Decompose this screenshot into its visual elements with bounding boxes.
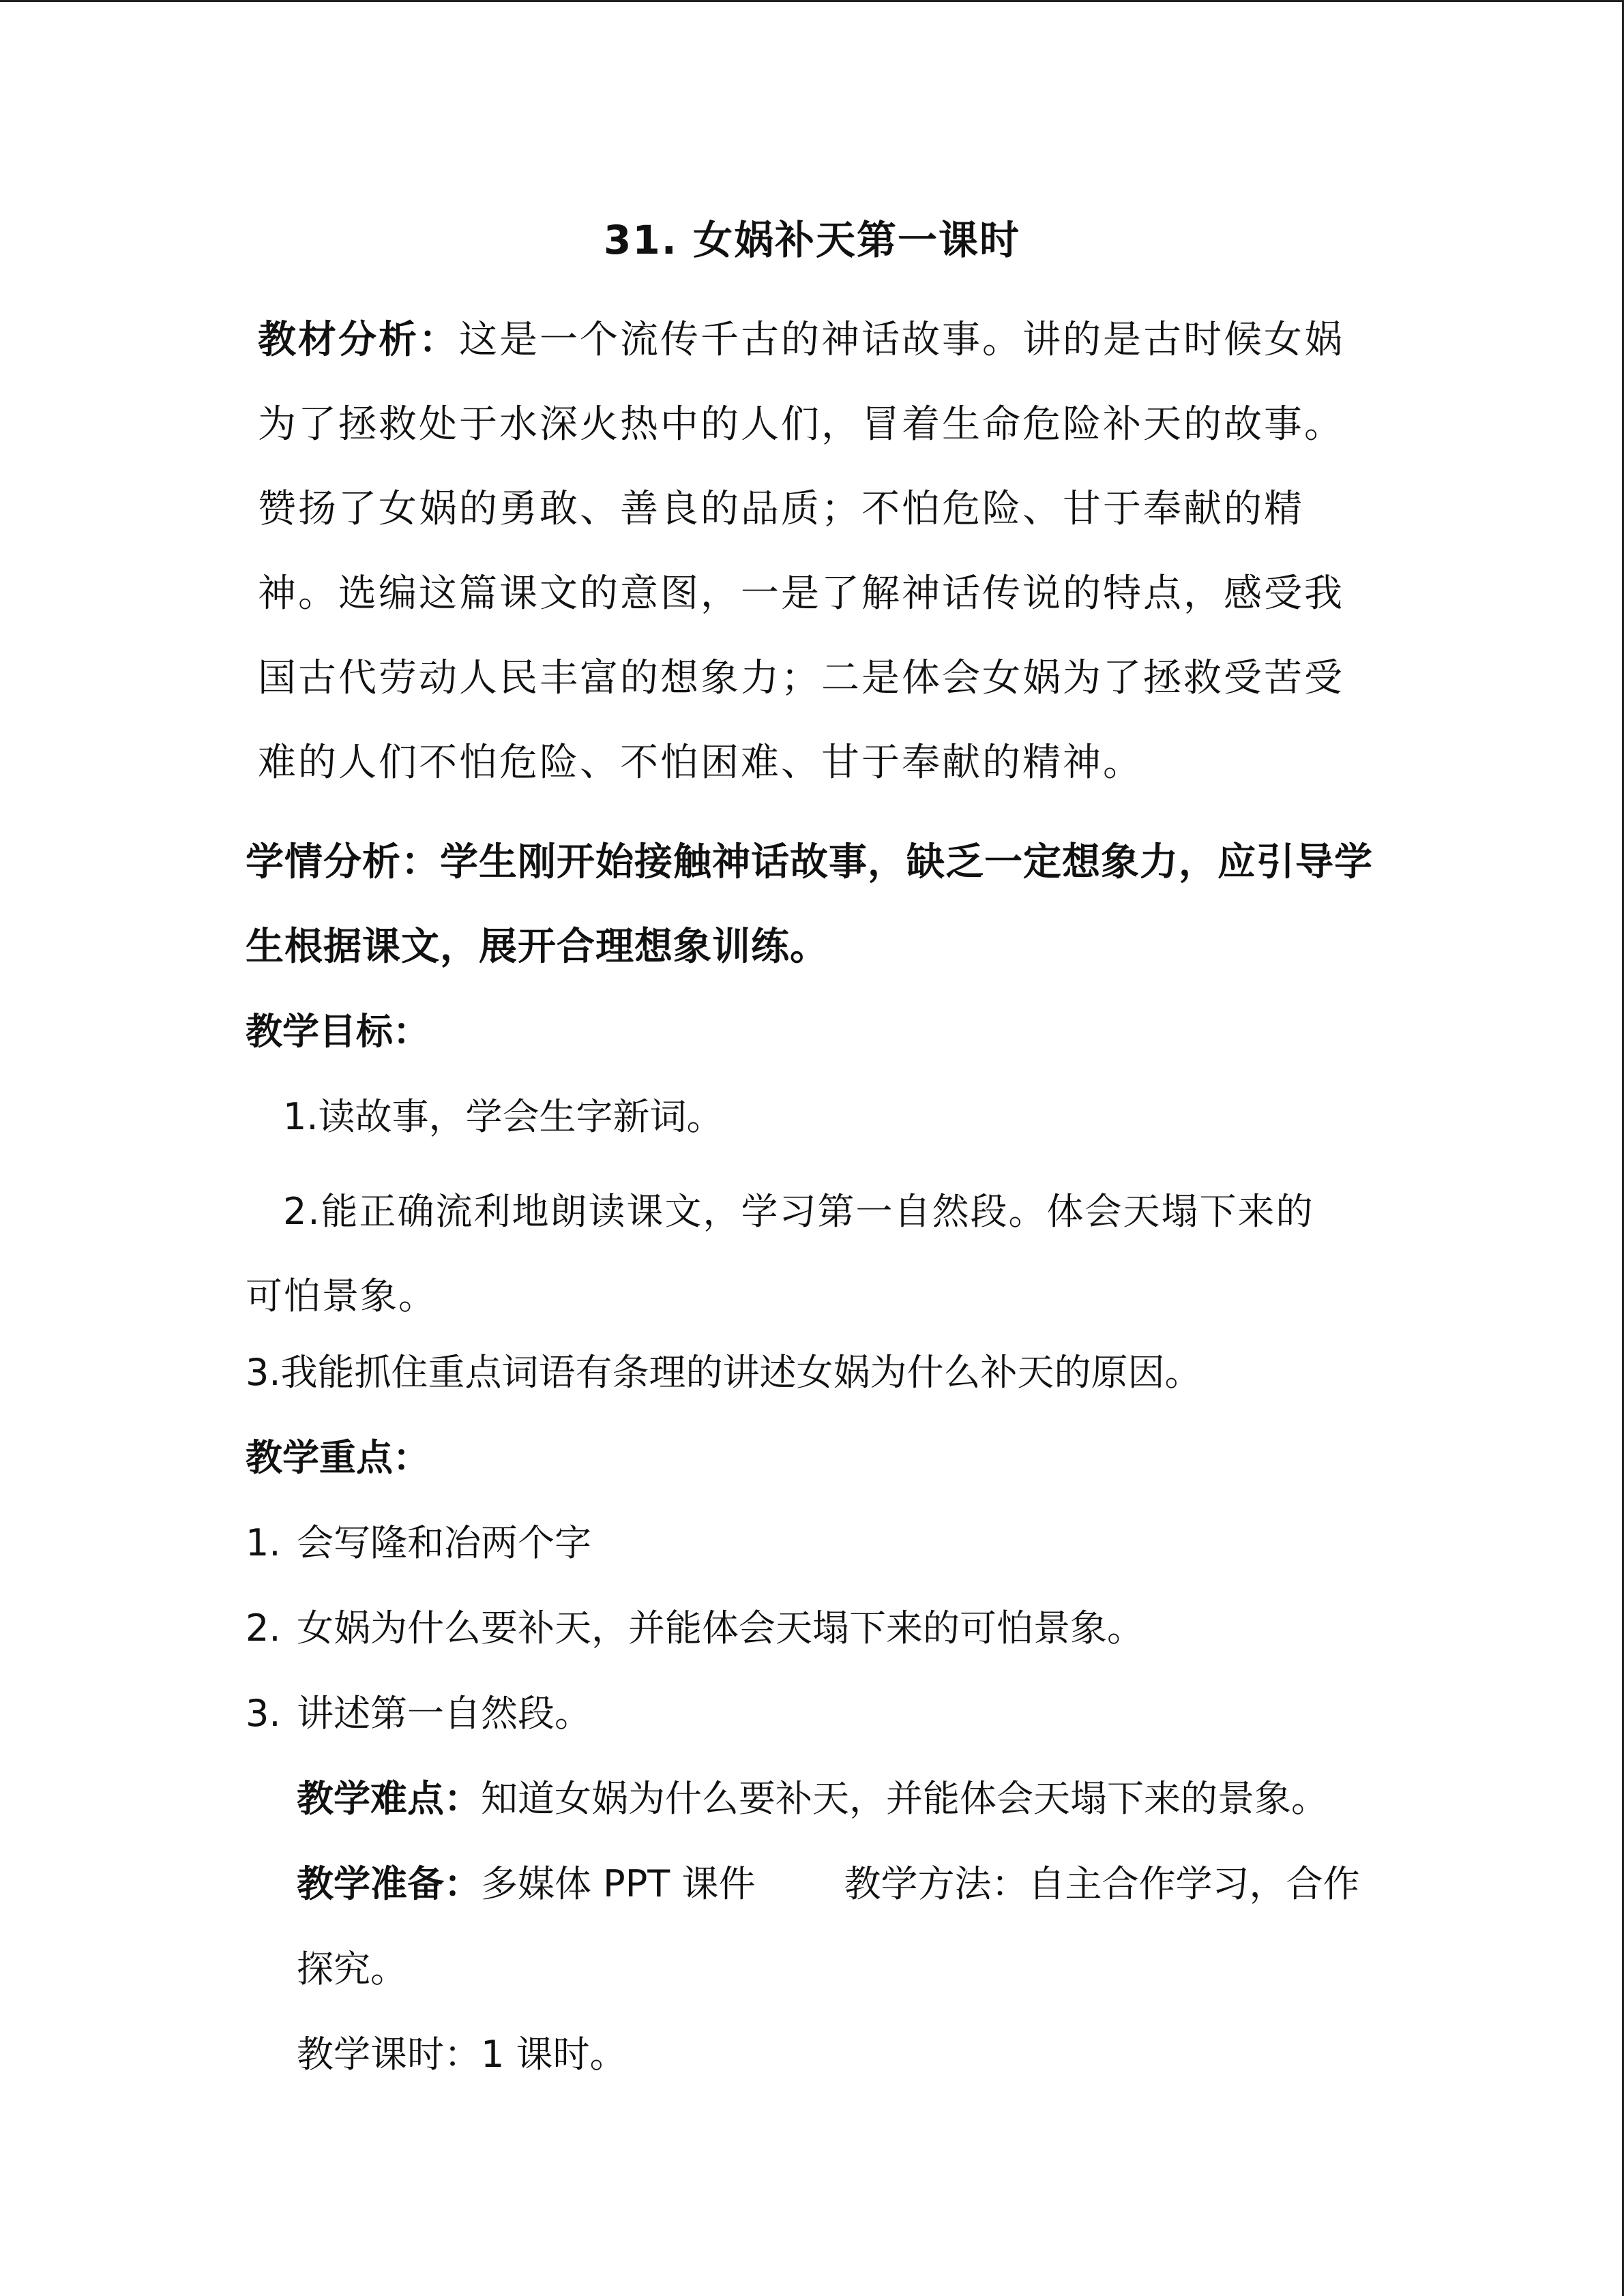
focus-item-2 xyxy=(246,1605,1144,1652)
focus-item-3 xyxy=(246,1690,591,1738)
method-text: 自主合作学习，合作 xyxy=(1028,1862,1360,1905)
textbook-analysis-label: 教材分析 xyxy=(258,318,419,362)
hours-line xyxy=(297,2031,627,2078)
page-border-top xyxy=(0,0,1624,2)
difficulty-line xyxy=(297,1775,1328,1823)
learner-analysis-paragraph xyxy=(246,820,1378,989)
difficulty-text: 知道女娲为什么要补天，并能体会天塌下来的景象。 xyxy=(481,1777,1328,1820)
focus-item-2-number: 2. xyxy=(246,1607,281,1650)
textbook-analysis-sep: ： xyxy=(419,318,459,362)
prep-label: 教学准备： xyxy=(297,1862,481,1905)
goal-item-3: 3.我能抓住重点词语有条理的讲述女娲为什么补天的原因。 xyxy=(246,1351,1202,1394)
learner-analysis-sep: ： xyxy=(401,840,440,884)
difficulty-label: 教学难点： xyxy=(297,1777,481,1820)
method-label: 教学方法： xyxy=(844,1862,1029,1905)
textbook-analysis-text: 这是一个流传千古的神话故事。讲的是古时候女娲为了拯救处于水深火热中的人们，冒着生命危险补天的故事。赞扬了女娲的勇敢、善良的品质；不怕危险、甘于奉献的精神。选编这篇课文的意图，一是了解神话传说的特点，感受我国古代劳动人民丰富的想象力；二是体会女娲为了拯救受苦受难的人们不怕危险、不怕困难、甘于奉献的精神。 xyxy=(258,318,1344,785)
focus-item-1-text: 会写隆和冶两个字 xyxy=(297,1521,591,1564)
goal-item-1: 1.读故事，学会生字新词。 xyxy=(283,1095,724,1138)
learner-analysis-label: 学情分析 xyxy=(246,840,401,884)
textbook-analysis-paragraph xyxy=(258,298,1376,805)
focus-item-1-number: 1. xyxy=(246,1521,281,1564)
prep-text: 多媒体 PPT 课件 xyxy=(481,1862,756,1905)
page-title: 31. 女娲补天第一课时 xyxy=(604,217,1020,263)
method-continuation: 探究。 xyxy=(297,1948,407,1991)
focus-item-3-text: 讲述第一自然段。 xyxy=(297,1692,591,1735)
focus-item-3-number: 3. xyxy=(246,1692,281,1735)
focus-item-2-text: 女娲为什么要补天，并能体会天塌下来的可怕景象。 xyxy=(297,1607,1144,1650)
focus-item-1 xyxy=(246,1519,591,1567)
hours-text: 1 课时。 xyxy=(481,2033,627,2076)
prep-line xyxy=(297,1860,1359,1908)
focus-heading: 教学重点： xyxy=(246,1436,430,1479)
goal-item-2: 2.能正确流利地朗读课文，学习第一自然段。体会天塌下来的可怕景象。 xyxy=(246,1190,1314,1317)
learner-analysis-text: 学生刚开始接触神话故事，缺乏一定想象力，应引导学生根据课文，展开合理想象训练。 xyxy=(246,840,1373,969)
goals-heading: 教学目标： xyxy=(246,1010,430,1053)
hours-label: 教学课时： xyxy=(297,2033,481,2076)
